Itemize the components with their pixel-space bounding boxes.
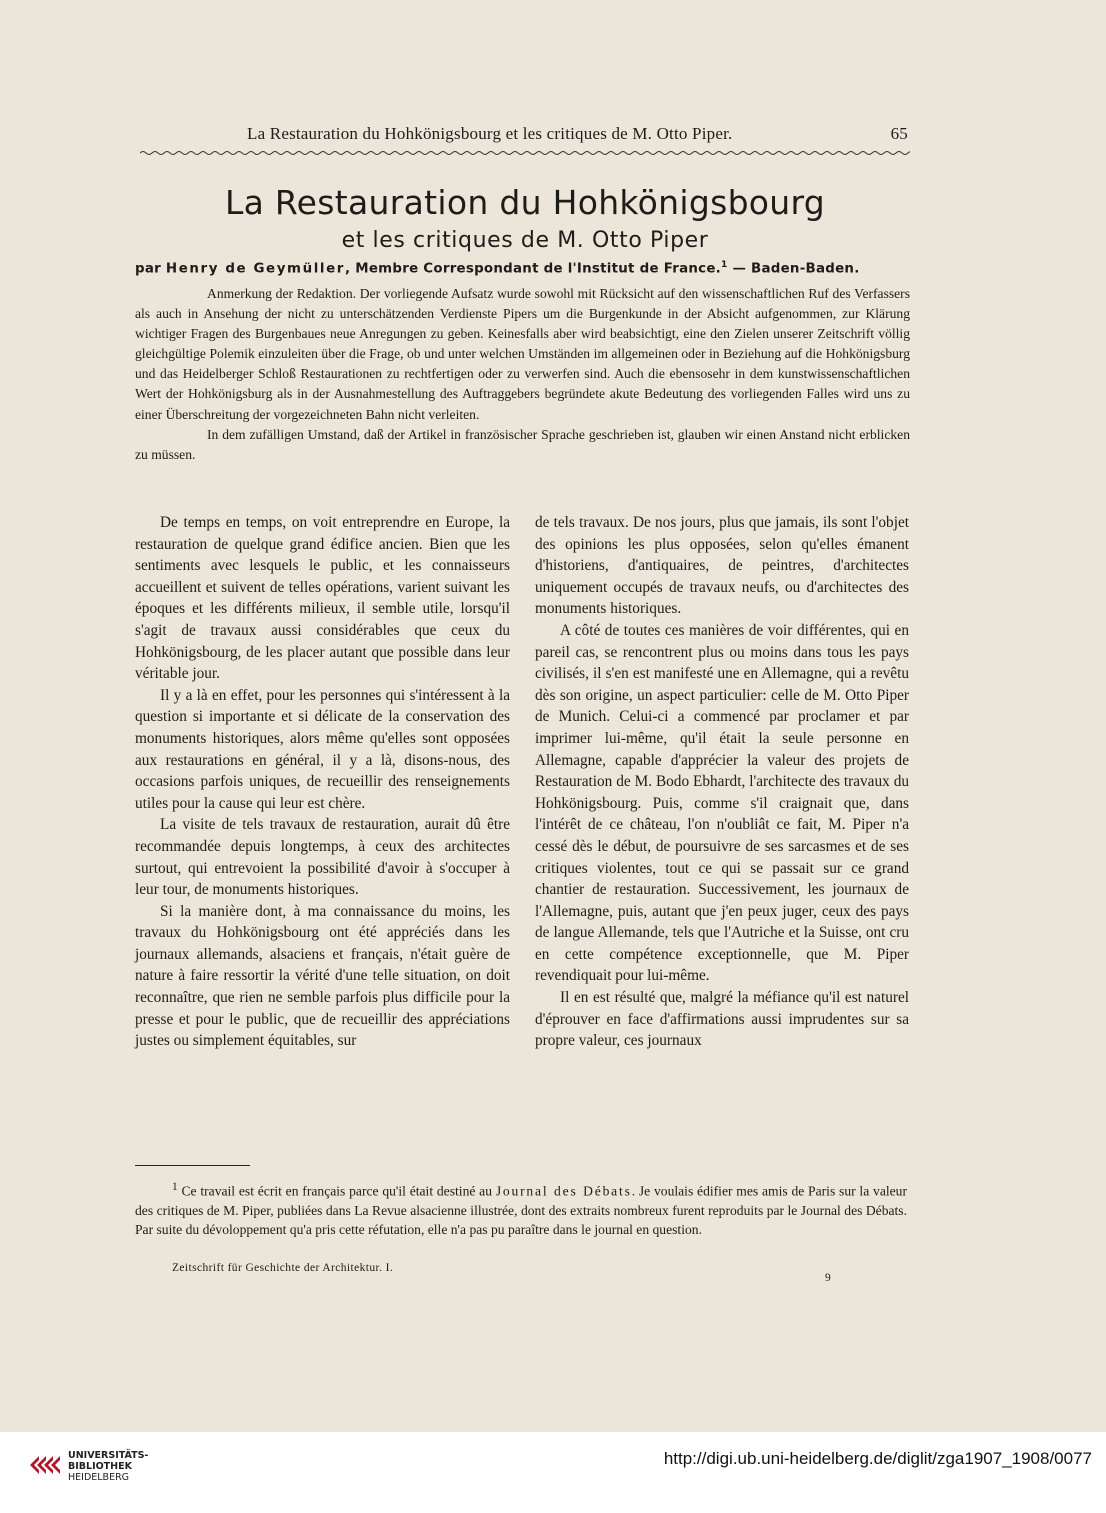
document-url-link[interactable]: http://digi.ub.uni-heidelberg.de/diglit/zga1907_1908/0077 <box>663 1449 1092 1468</box>
body-paragraph: Il en est résulté que, malgré la méfiance qu'il est naturel d'éprouver en face d'affirmations aussi imprudentes sur sa propre valeur, ces journaux <box>535 989 909 1050</box>
author-name: Henry de Geymüller <box>165 261 346 277</box>
wavy-rule-divider <box>140 149 910 157</box>
library-bar <box>0 1432 1106 1513</box>
library-name-line: BIBLIOTHEK <box>68 1461 132 1472</box>
footnote-text <box>135 1178 907 1239</box>
body-paragraph: Il y a là en effet, pour les personnes qui s'intéressent à la question si importante et si délicate de la conservation des monuments historiques, alors même qu'elles sont opposées aux restaurations en général, il y a là, disons-nous, des occasions parfois uniques, de recueillir des renseignements utiles pour la cause qui leur est chère. <box>135 686 510 812</box>
body-paragraph: Si la manière dont, à ma connaissance du moins, les travaux du Hohkönigsbourg ont été appréciés dans les journaux allemands, alsaciens et français, n'était guère de nature à faire ressortir la vérité d'une telle situation, on doit reconnaître, que rien ne semble parfois plus difficile pour la presse et pour le public, que de recueillir des appréciations justes ou simplement équitables, sur <box>135 902 510 1050</box>
running-title: La Restauration du Hohkönigsbourg et les critiques de M. Otto Piper. <box>247 124 733 143</box>
footnote-number: 1 <box>172 1181 178 1193</box>
footnote-text-b: . Je voulais édifier mes amis de Paris sur la valeur des critiques de M. Piper, publiées dans La Revue alsacienne illustrée, dont des extraits nombreux furent reproduits par le Journal des Débats. Par suite du dévoloppement qu'a pris cette réfutation, elle n'a pas pu paraître dans le journal en question. <box>135 1183 907 1237</box>
library-name <box>68 1450 148 1483</box>
body-paragraph: A côté de toutes ces manières de voir différentes, qui en pareil cas, se rencontrent plus ou moins dans tous les pays civilisés, il s'en est manifesté une en Allemagne, qui a revêtu dès son origine, un aspect particulier: celle de M. Otto Piper de Munich. Celui-ci a commencé par proclamer et par imprimer lui-même, qu'il était la seule personne en Allemagne, capable d'apprécier la valeur des projets de Restauration de M. Bodo Ebhardt, l'architecte des travaux du Hohkönigsbourg. Puis, comme s'il craignait que, dans l'intérêt de ce château, l'on n'oubliât ce fait, M. Piper n'a cessé dès le début, de poursuivre de ses sarcasmes et de ses critiques violentes, tout ce qui se passait sur ce grand chantier de restauration. Successivement, les journaux de l'Allemagne, puis, autant que j'en peux juger, ceux des pays de langue Allemande, tels que l'Autriche et la Suisse, ont cru en cette compétence exceptionnelle, que M. Piper revendiquait pour lui-même. <box>535 621 909 985</box>
byline-place: — Baden-Baden. <box>727 261 860 277</box>
footnote-text-a: Ce travail est écrit en français parce qu'il était destiné au <box>181 1183 493 1199</box>
body-paragraph: De temps en temps, on voit entreprendre en Europe, la restauration de quelque grand édifice ancien. Bien que les sentiments avec lesquels le public, et les connaisseurs accueillent et suivent de telles opérations, varient suivant les époques et les différents milieux, il semble utile, lorsqu'il s'agit de travaux aussi considérables que ceux du Hohkönigsbourg, de les placer autant que possible dans leur véritable jour. <box>135 514 510 683</box>
byline-prefix: par <box>135 261 161 277</box>
editor-note-paragraph: In dem zufälligen Umstand, daß der Artikel in französischer Sprache geschrieben ist, glauben wir einen Anstand nicht erblicken zu müssen. <box>135 426 910 462</box>
body-paragraph: La visite de tels travaux de restauration, aurait dû être recommandée depuis longtemps, à ceux des architectes surtout, qui entrevoient la possibilité d'avoir à s'occuper à leur tour, de monuments historiques. <box>135 816 510 899</box>
byline <box>135 260 910 276</box>
footnote-journal-name: Journal des Débats <box>495 1183 632 1199</box>
signature-mark: 9 <box>825 1272 831 1284</box>
footnote-rule <box>135 1165 250 1166</box>
library-name-line: UNIVERSITÄTS- <box>68 1450 149 1461</box>
right-column <box>535 512 909 1052</box>
article-subtitle: et les critiques de M. Otto Piper <box>341 228 709 253</box>
footnote-reference: 1 <box>721 260 728 270</box>
editor-note-paragraph: Anmerkung der Redaktion. Der vorliegende Aufsatz wurde sowohl mit Rücksicht auf den wissenschaftlichen Ruf des Verfassers als auch in Ansehung der nicht zu unterschätzenden Verdienste Pipers um die Burgenkunde in der Absicht aufgenommen, zur Klärung wichtiger Fragen des Burgenbaues neue Anregungen zu geben. Keinesfalls aber wird beabsichtigt, eine den Zielen unserer Zeitschrift völlig gleichgültige Polemik einzuleiten über die Frage, ob und unter welchen Umständen im allgemeinen oder in Beziehung auf die Hohkönigsburg und das Heidelberger Schloß Restaurationen zu rechtfertigen oder zu verwerfen sind. Auch die ebensosehr in dem kunstwissenschaftlichen Wert der Hohkönigsburg als in der Ausnahmestellung des Auftraggebers begründete akute Bedeutung des vorliegenden Falles wird uns zu einer Überschreitung der vorgezeichneten Bahn nicht verleiten. <box>135 286 910 422</box>
left-column <box>135 512 510 1052</box>
library-logo-icon <box>28 1448 62 1482</box>
page-number: 65 <box>890 124 908 143</box>
editor-note <box>135 284 910 465</box>
byline-affiliation: , Membre Correspondant de l'Institut de France. <box>345 261 722 277</box>
article-title: La Restauration du Hohkönigsbourg <box>224 183 826 222</box>
body-paragraph: de tels travaux. De nos jours, plus que jamais, ils sont l'objet des opinions les plus opposées, selon qu'elles émanent d'historiens, d'antiquaires, de peintres, d'architectes uniquement occupés de travaux neufs, ou d'architectes des monuments historiques. <box>535 514 909 618</box>
library-name-line: HEIDELBERG <box>68 1472 130 1483</box>
footer-journal: Zeitschrift für Geschichte der Architektur. I. <box>172 1262 394 1274</box>
footnote <box>135 1178 907 1239</box>
